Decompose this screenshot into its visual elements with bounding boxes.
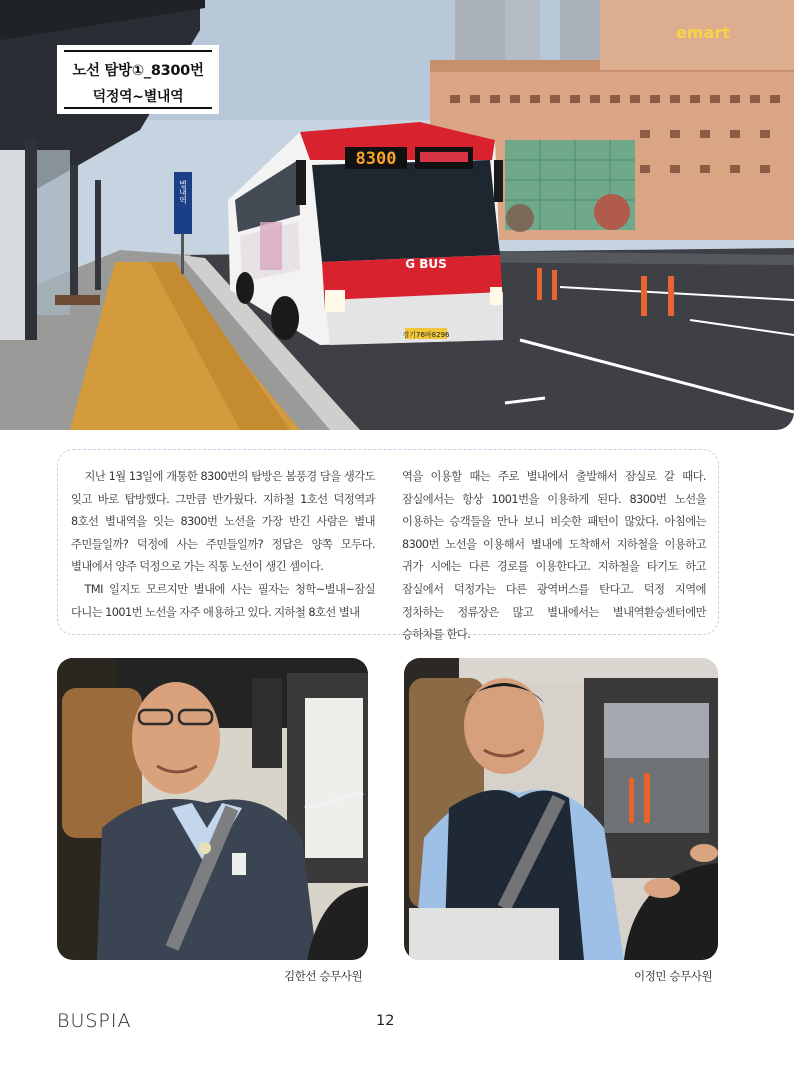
- bus-plate: 경기76바8296: [402, 331, 450, 339]
- page-number: 12: [376, 1013, 395, 1029]
- article-title: 노선 탐방①_8300번: [72, 63, 204, 79]
- photo-caption-left: 김한선 승무사원: [284, 969, 363, 983]
- bus-brand: G BUS: [405, 257, 447, 271]
- photo-caption-right: 이정민 승무사원: [634, 969, 713, 983]
- paragraph: TMI 일지도 모르지만 별내에 사는 필자는 청학~별내~잠실 다니는 1001번 노선을 자주 애용하고 있다. 지하철 8호선 별내: [71, 582, 375, 619]
- article-column-right: [402, 466, 706, 647]
- svg-text:BUSPIA: BUSPIA: [57, 1010, 132, 1031]
- buspia-logo: [57, 1009, 147, 1031]
- hero-photo: [0, 0, 794, 430]
- station-sign: 별내역: [178, 180, 188, 204]
- article-title-box: [57, 45, 219, 114]
- paragraph: 역을 이용할 때는 주로 별내에서 출발해서 잠실로 갈 때다. 잠실에서는 항상 1001번을 이용하게 된다. 8300번 노선을 이용하는 승객들을 만나 보니 비슷한 패턴이 많았다. 아침에는 8300번 노선을 이용해서 별내에 도착해서 지하철을 이용하고 귀가 시에는 다른 경로를 이용한다고. 지하철을 타기도 하고 잠실에서 덕정가는 다른 광역버스를 탄다고. 덕정 지역에 정차하는 정류장은 많고 별내에서는 별내역환승센터에만 승하차를 한다.: [402, 470, 706, 642]
- emart-sign: emart: [676, 23, 730, 42]
- bus-route-sign: 8300: [355, 149, 397, 169]
- paragraph: 지난 1월 13일에 개통한 8300번의 탐방은 봄풍경 담을 생각도 잊고 바로 탑방했다. 그만큼 반가웠다. 지하철 1호선 덕정역과 8호선 별내역을 잇는 8300번 노선을 가장 반긴 사람은 별내 주민들일까? 덕정에 사는 주민들일까? 정답은 양쪽 모두다. 별내에서 양주 덕정으로 가는 직통 노선이 생긴 셈이다.: [71, 470, 375, 574]
- article-text-box: [57, 449, 719, 642]
- article-subtitle: 덕정역~별내역: [92, 89, 184, 105]
- driver-photo-left: [57, 658, 368, 960]
- article-column-left: [71, 466, 375, 624]
- driver-photo-right: [404, 658, 718, 960]
